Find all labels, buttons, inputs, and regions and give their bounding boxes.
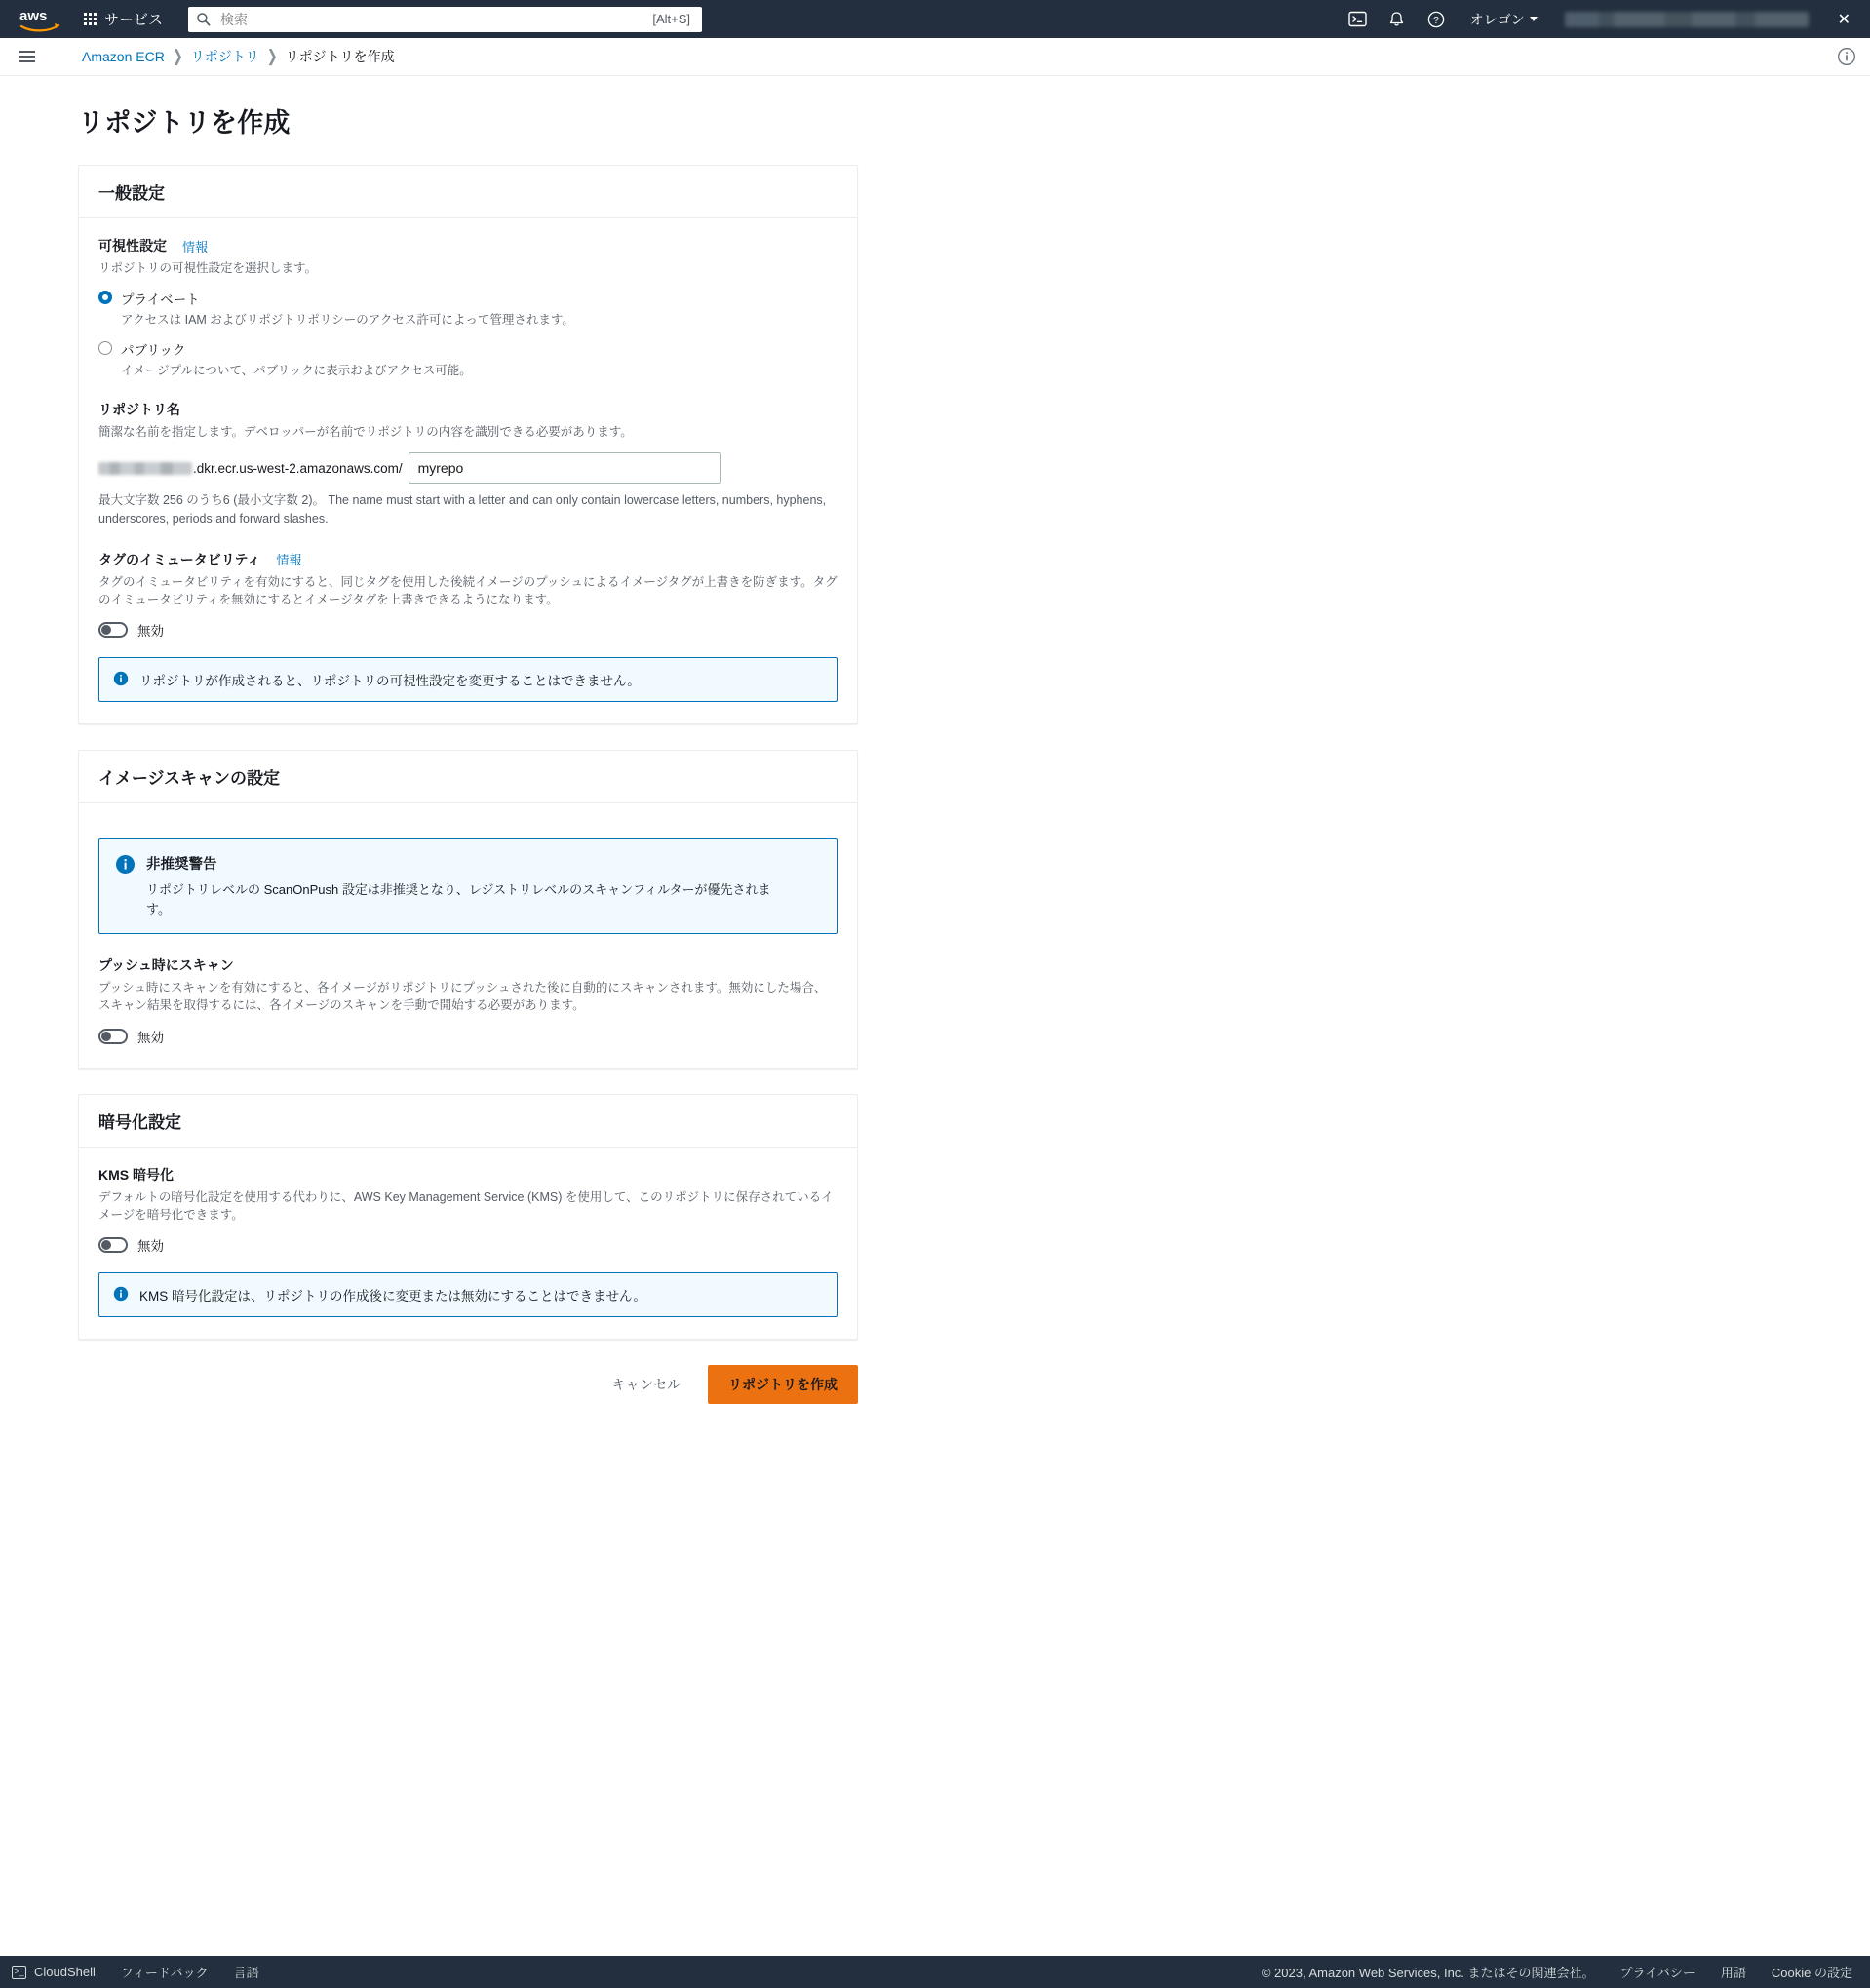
tag-immutability-toggle-state: 無効 [137, 624, 164, 639]
deprecation-warning-title: 非推奨警告 [146, 857, 217, 873]
repository-name-constraint: 最大文字数 256 のうち6 (最小文字数 2)。 The name must start with a letter and can only contain lowercase letters, numbers, hyphens, underscores, periods and forward slashes. [98, 493, 827, 526]
chevron-down-icon [1530, 17, 1538, 21]
svg-text:aws: aws [19, 7, 48, 24]
breadcrumb-separator-icon: ❯ [172, 46, 183, 66]
region-selector[interactable] [1459, 4, 1549, 35]
search-shortcut-hint: [Alt+S] [652, 12, 691, 26]
info-icon [113, 1286, 129, 1305]
aws-logo[interactable] [18, 6, 62, 33]
svg-text:?: ? [1432, 15, 1439, 26]
kms-encryption-field [98, 1165, 838, 1255]
region-label: オレゴン [1469, 11, 1525, 27]
kms-encryption-description: デフォルトの暗号化設定を使用する代わりに、AWS Key Management Service (KMS) を使用して、このリポジトリに保存されているイメージを暗号化できます。 [98, 1189, 834, 1222]
visibility-label-row [98, 236, 838, 255]
visibility-description: リポジトリの可視性設定を選択します。 [98, 261, 318, 275]
kms-notice-text: KMS 暗号化設定は、リポジトリの作成後に変更または無効にすることはできません。 [139, 1288, 646, 1304]
info-panel-icon[interactable] [1837, 47, 1856, 66]
visibility-label: 可視性設定 [98, 238, 167, 253]
registry-uri-prefix [98, 461, 403, 476]
help-icon[interactable] [1420, 0, 1453, 38]
repository-name-field [98, 400, 838, 528]
cancel-button[interactable]: キャンセル [599, 1367, 694, 1402]
tag-immutability-label: タグのイミュータビリティ [98, 551, 261, 567]
breadcrumb-bar [0, 38, 1870, 76]
encryption-settings-container [78, 1094, 858, 1340]
grid-icon [84, 13, 97, 25]
radio-public[interactable] [98, 341, 112, 355]
deprecation-warning-body: リポジトリレベルの ScanOnPush 設定は非推奨となり、レジストリレベルのスキャンフィルターが優先されます。 [146, 882, 771, 917]
search-icon [196, 12, 211, 26]
breadcrumb-item-current: リポジトリを作成 [285, 49, 395, 64]
form-actions [78, 1365, 858, 1404]
repository-name-label: リポジトリ名 [98, 402, 180, 418]
scan-on-push-field [98, 955, 838, 1045]
footer [0, 1956, 1870, 1988]
radio-private-label: プライベート [121, 292, 200, 308]
kms-notice-alert [98, 1272, 838, 1317]
footer-terms-link[interactable]: 用語 [1720, 1966, 1746, 1980]
info-icon [113, 671, 129, 689]
footer-language-link[interactable]: 言語 [233, 1966, 259, 1980]
deprecation-warning-alert [98, 838, 838, 934]
visibility-notice-alert [98, 657, 838, 702]
kms-encryption-label: KMS 暗号化 [98, 1166, 174, 1183]
search-input[interactable] [218, 11, 652, 28]
footer-feedback-link[interactable]: フィードバック [120, 1966, 209, 1980]
side-menu-toggle[interactable] [8, 51, 47, 62]
repository-name-input[interactable] [409, 452, 721, 484]
breadcrumb-item-repositories[interactable]: リポジトリ [190, 49, 259, 64]
encryption-settings-header: 暗号化設定 [79, 1095, 857, 1148]
services-menu-button[interactable] [76, 5, 171, 33]
scan-on-push-label: プッシュ時にスキャン [98, 957, 234, 974]
footer-privacy-link[interactable]: プライバシー [1619, 1966, 1695, 1980]
notifications-icon[interactable] [1381, 0, 1414, 38]
breadcrumb [82, 47, 395, 66]
tag-immutability-toggle[interactable] [98, 622, 128, 638]
footer-cloudshell-label: CloudShell [34, 1965, 96, 1979]
kms-encryption-toggle-state: 無効 [137, 1238, 164, 1254]
account-id-redacted [98, 462, 192, 475]
scan-on-push-toggle-state: 無効 [137, 1030, 164, 1045]
top-navigation [0, 0, 1870, 38]
breadcrumb-separator-icon: ❯ [266, 46, 278, 66]
visibility-option-private[interactable] [98, 289, 838, 328]
radio-public-description: イメージプルについて、パブリックに表示およびアクセス可能。 [121, 364, 472, 378]
visibility-info-link[interactable]: 情報 [182, 239, 209, 254]
radio-private-description: アクセスは IAM およびリポジトリポリシーのアクセス許可によって管理されます。 [121, 313, 574, 328]
scan-on-push-description: プッシュ時にスキャンを有効にすると、各イメージがリポジトリにプッシュされた後に自動的にスキャンされます。無効にした場合、スキャン結果を取得するには、各イメージのスキャンを手動で開始する必要があります。 [98, 981, 827, 1013]
footer-copyright: © 2023, Amazon Web Services, Inc. またはその関連会社。 [1261, 1966, 1595, 1980]
visibility-notice-text: リポジトリが作成されると、リポジトリの可視性設定を変更することはできません。 [139, 674, 641, 688]
top-navigation-right [1342, 0, 1860, 38]
global-search[interactable] [188, 7, 702, 32]
page-title: リポジトリを作成 [78, 108, 291, 137]
services-label: サービス [104, 12, 164, 28]
breadcrumb-item-ecr[interactable]: Amazon ECR [82, 49, 165, 64]
radio-private[interactable] [98, 291, 112, 304]
radio-public-label: パブリック [121, 343, 186, 359]
registry-uri-suffix: .dkr.ecr.us-west-2.amazonaws.com/ [193, 460, 403, 476]
tag-immutability-info-link[interactable]: 情報 [276, 553, 302, 568]
info-icon [115, 854, 136, 877]
image-scan-settings-container [78, 750, 858, 1069]
create-repository-button[interactable]: リポジトリを作成 [708, 1365, 858, 1404]
cloudshell-icon: >_ [12, 1966, 26, 1979]
kms-encryption-toggle[interactable] [98, 1237, 128, 1253]
footer-cloudshell-button[interactable] [12, 1965, 96, 1979]
repository-name-description: 簡潔な名前を指定します。デベロッパーが名前でリポジトリの内容を識別できる必要があります。 [98, 425, 633, 440]
footer-cookie-preferences-link[interactable]: Cookie の設定 [1771, 1966, 1852, 1980]
tag-immutability-field [98, 550, 838, 640]
visibility-option-public[interactable] [98, 339, 838, 378]
image-scan-settings-header: イメージスキャンの設定 [79, 751, 857, 803]
cloudshell-icon[interactable] [1342, 0, 1375, 38]
tag-immutability-description: タグのイミュータビリティを有効にすると、同じタグを使用した後続イメージのプッシュによるイメージタグが上書きを防ぎます。タグのイミュータビリティを無効にするとイメージタグを上書きできるようになります。 [98, 574, 838, 606]
page-content [0, 76, 1870, 1404]
close-icon[interactable]: ✕ [1837, 11, 1851, 28]
general-settings-container [78, 165, 858, 724]
scan-on-push-toggle[interactable] [98, 1029, 128, 1044]
account-menu[interactable] [1565, 12, 1809, 27]
general-settings-header: 一般設定 [79, 166, 857, 218]
